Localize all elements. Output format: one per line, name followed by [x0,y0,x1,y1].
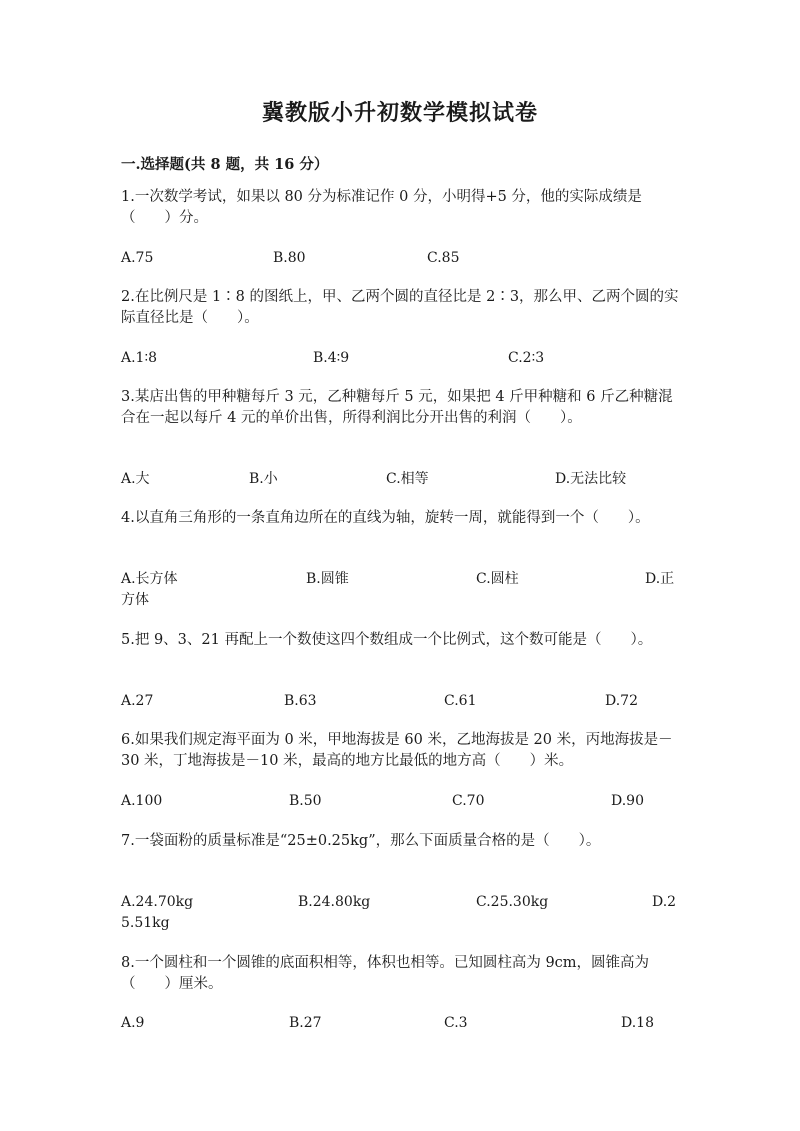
question-4: 4.以直角三角形的一条直角边所在的直线为轴，旋转一周，就能得到一个（ ）。 [121,510,650,526]
option-c[interactable]: C.圆柱 [476,571,519,587]
option-b[interactable]: B.50 [289,793,322,809]
option-d-wrap: 5.51kg [121,915,170,931]
question-5: 5.把 9、3、21 再配上一个数使这四个数组成一个比例式，这个数可能是（ ）。 [121,632,653,648]
question-5-options [0,691,800,733]
option-d[interactable]: D.90 [611,793,644,809]
option-c[interactable]: C.2∶3 [508,350,545,366]
question-3: 3.某店出售的甲种糖每斤 3 元，乙种糖每斤 5 元，如果把 4 斤甲种糖和 6 斤乙种糖混合在一起以每斤 4 元的单价出售，所得利润比分开出售的利润（ ）。 [121,389,673,426]
option-b[interactable]: B.小 [249,471,278,487]
option-a[interactable]: A.长方体 [121,571,178,587]
option-b[interactable]: B.圆锥 [306,571,349,587]
option-b[interactable]: B.63 [284,693,317,709]
option-d[interactable]: D.正 [645,571,675,587]
option-b[interactable]: B.4∶9 [313,350,350,366]
option-a[interactable]: A.大 [121,471,150,487]
option-b[interactable]: B.80 [273,250,306,266]
option-d[interactable]: D.18 [621,1015,654,1031]
option-a[interactable]: A.27 [121,693,154,709]
option-b[interactable]: B.27 [289,1015,322,1031]
option-b[interactable]: B.24.80kg [298,894,371,910]
question-1: 1.一次数学考试，如果以 80 分为标准记作 0 分，小明得+5 分，他的实际成绩是（ ）分。 [121,189,642,226]
option-d[interactable]: D.无法比较 [555,471,627,487]
option-a[interactable]: A.100 [121,793,163,809]
question-8: 8.一个圆柱和一个圆锥的底面积相等，体积也相等。已知圆柱高为 9cm，圆锥高为（ ）厘米。 [121,955,650,992]
exam-title: 冀教版小升初数学模拟试卷 [261,100,538,126]
question-8-options [0,1013,800,1055]
option-d[interactable]: D.2 [652,894,677,910]
option-c[interactable]: C.25.30kg [476,894,549,910]
option-c[interactable]: C.61 [444,693,477,709]
option-a[interactable]: A.24.70kg [121,894,194,910]
option-c[interactable]: C.85 [427,250,460,266]
question-6: 6.如果我们规定海平面为 0 米，甲地海拔是 60 米，乙地海拔是 20 米，丙地海拔是－30 米，丁地海拔是－10 米，最高的地方比最低的地方高（ ）米。 [121,732,673,769]
question-6-options [0,791,800,833]
option-a[interactable]: A.9 [121,1015,145,1031]
question-7: 7.一袋面粉的质量标准是“25±0.25kg”，那么下面质量合格的是（ ）。 [121,833,601,849]
option-c[interactable]: C.相等 [386,471,429,487]
option-c[interactable]: C.3 [444,1015,468,1031]
option-c[interactable]: C.70 [452,793,485,809]
option-d[interactable]: D.72 [605,693,638,709]
option-a[interactable]: A.1∶8 [121,350,158,366]
option-d-wrap: 方体 [121,592,149,608]
question-2: 2.在比例尺是 1∶8 的图纸上，甲、乙两个圆的直径比是 2∶3，那么甲、乙两个圆的实际直径比是（ ）。 [121,289,679,326]
section-heading: 一.选择题(共 8 题，共 16 分） [121,156,329,173]
question-7-options [0,892,800,934]
question-4-options [0,569,800,611]
option-a[interactable]: A.75 [121,250,154,266]
question-1-options [0,248,800,290]
question-2-options [0,348,800,390]
question-3-options [0,469,800,511]
